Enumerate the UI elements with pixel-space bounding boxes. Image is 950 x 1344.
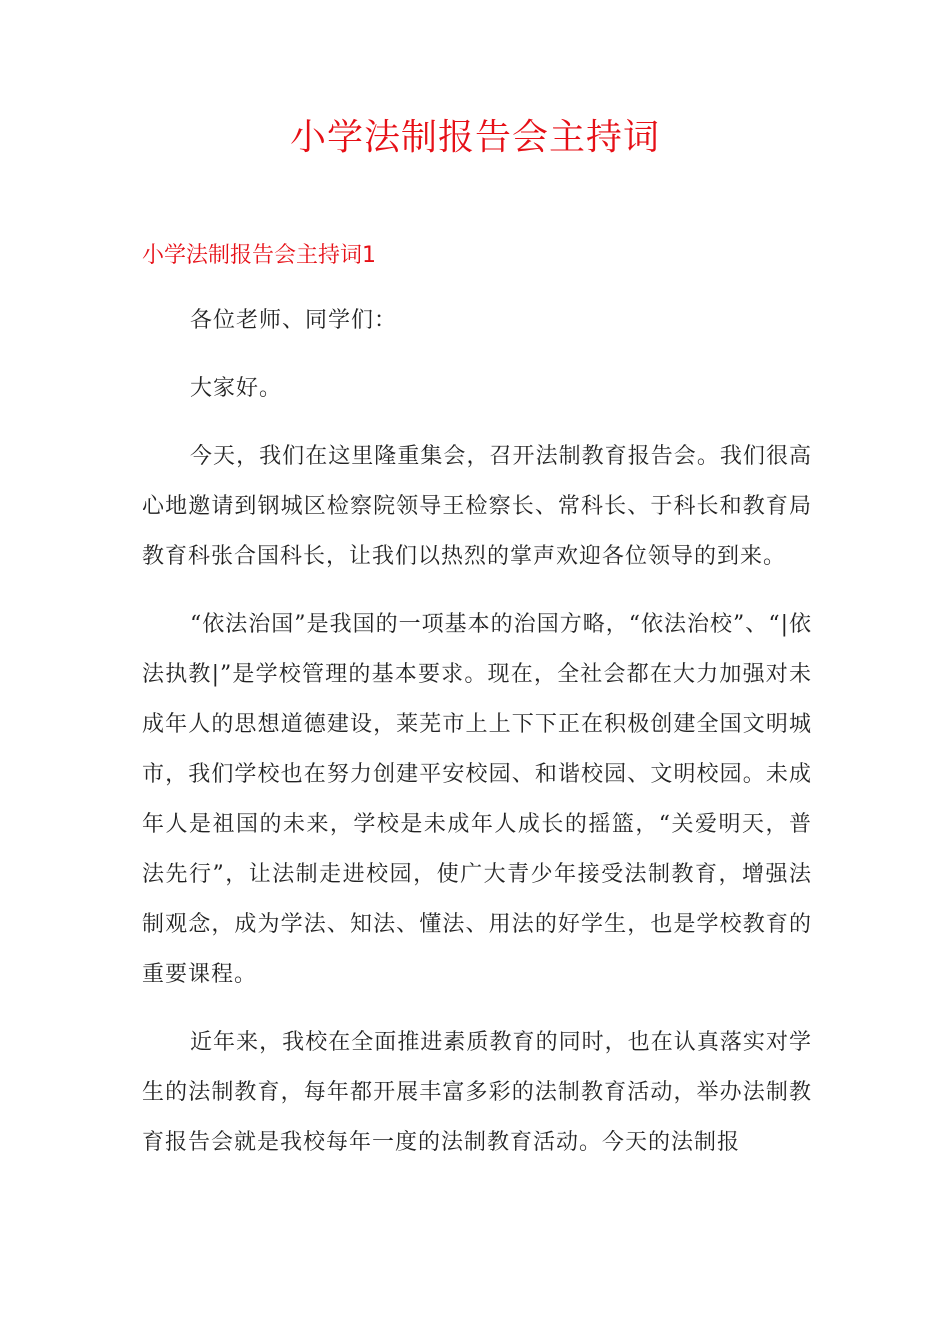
paragraph-recent-years: 近年来，我校在全面推进素质教育的同时，也在认真落实对学生的法制教育，每年都开展丰富多彩的法制教育活动，举办法制教育报告会就是我校每年一度的法制教育活动。今天的法制报 [142,1030,812,1155]
paragraph-rule-of-law: “依法治国”是我国的一项基本的治国方略，“依法治校”、“|依法执教|”是学校管理的基本要求。现在，全社会都在大力加强对未成年人的思想道德建设，莱芜市上上下下正在积极创建全国文明城市，我们学校也在努力创建平安校园、和谐校园、文明校园。未成年人是祖国的未来，学校是未成年人成长的摇篮，“关爱明天，普法先行”，让法制走进校园，使广大青少年接受法制教育，增强法制观念，成为学法、知法、懂法、用法的好学生，也是学校教育的重要课程。 [142,612,812,987]
document-title: 小学法制报告会主持词 [289,117,660,158]
section-heading: 小学法制报告会主持词1 [142,243,376,268]
paragraph-welcome: 今天，我们在这里隆重集会，召开法制教育报告会。我们很高心地邀请到钢城区检察院领导王检察长、常科长、于科长和教育局教育科张合国科长，让我们以热烈的掌声欢迎各位领导的到来。 [142,444,812,569]
paragraph-hello: 大家好。 [190,376,283,401]
paragraph-greeting: 各位老师、同学们： [190,308,398,333]
document-body [142,296,812,1186]
